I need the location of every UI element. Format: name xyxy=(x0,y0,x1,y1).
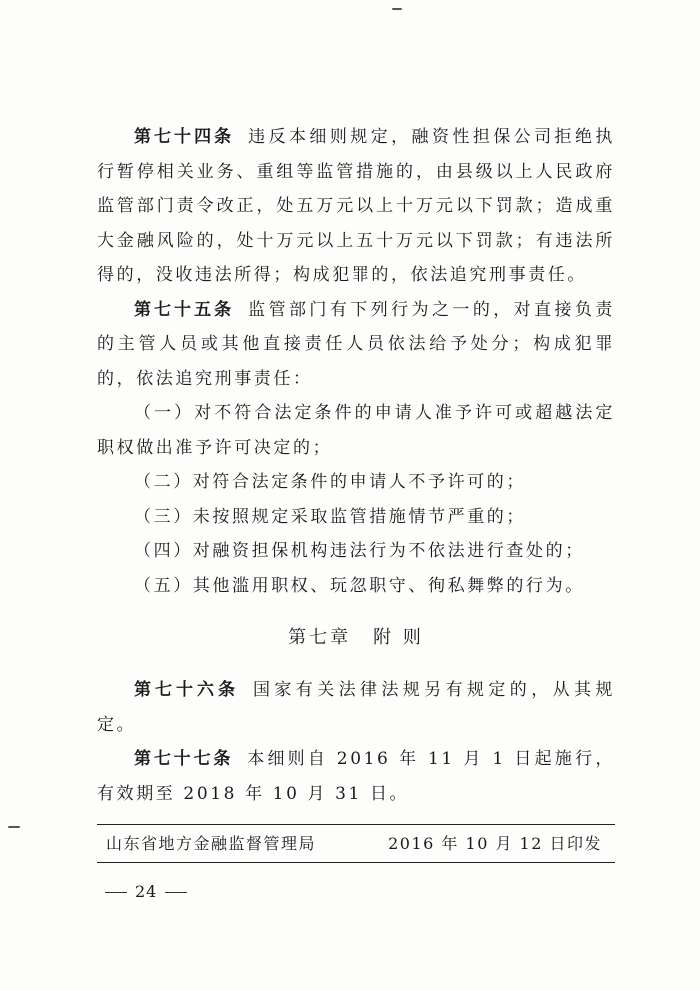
page-number-value: 24 xyxy=(135,882,158,901)
article-77 xyxy=(97,742,615,811)
article-75-item-2: （二）对符合法定条件的申请人不予许可的； xyxy=(134,472,526,492)
page-number-dash-left xyxy=(105,892,127,893)
article-74-heading: 第七十四条 xyxy=(134,127,235,147)
article-75-item-5: （五）其他滥用职权、玩忽职守、徇私舞弊的行为。 xyxy=(134,575,585,596)
article-76 xyxy=(97,673,615,742)
footer-bottom-rule xyxy=(97,862,615,863)
article-75 xyxy=(97,293,615,397)
page-number xyxy=(97,880,195,904)
article-74-text: 违反本细则规定，融资性担保公司拒绝执行暂停相关业务、重组等监管措施的，由县级以上人民政府监管部门责令改正，处五万元以上十万元以下罚款；造成重大金融风险的，处十万元以上五十万元以下罚款；有违法所得的，没收违法所得；构成犯罪的，依法追究刑事责任。 xyxy=(97,127,615,285)
chapter-title: 附 则 xyxy=(373,627,424,648)
article-75-text: 监管部门有下列行为之一的，对直接负责的主管人员或其他直接责任人员依法给予处分；构成犯罪的，依法追究刑事责任： xyxy=(97,299,615,389)
footer-issuer: 山东省地方金融监督管理局 xyxy=(106,834,317,853)
article-77-heading: 第七十七条 xyxy=(134,749,234,769)
body-text xyxy=(97,120,615,811)
footer-top-rule xyxy=(97,824,615,825)
article-75-item-1: （一）对不符合法定条件的申请人准予许可或超越法定职权做出准予许可决定的； xyxy=(97,403,615,458)
scan-speck xyxy=(8,826,20,828)
article-75-heading: 第七十五条 xyxy=(134,299,235,320)
footer-issue-date: 2016 年 10 月 12 日印发 xyxy=(388,834,602,853)
article-74 xyxy=(97,120,615,293)
article-77-text: 本细则自 2016 年 11 月 1 日起施行，有效期至 2018 年 10 月 31 日。 xyxy=(97,749,615,804)
article-76-heading: 第七十六条 xyxy=(134,680,239,700)
article-75-item-3: （三）未按照规定采取监管措施情节严重的； xyxy=(134,506,526,527)
chapter-number: 第七章 xyxy=(288,627,352,648)
article-75-item-4: （四）对融资担保机构违法行为不依法进行查处的； xyxy=(134,541,585,561)
chapter-heading xyxy=(97,621,615,655)
page-number-dash-right xyxy=(165,892,187,893)
scan-speck xyxy=(392,8,402,10)
article-76-text: 国家有关法律法规另有规定的，从其规定。 xyxy=(97,680,615,735)
